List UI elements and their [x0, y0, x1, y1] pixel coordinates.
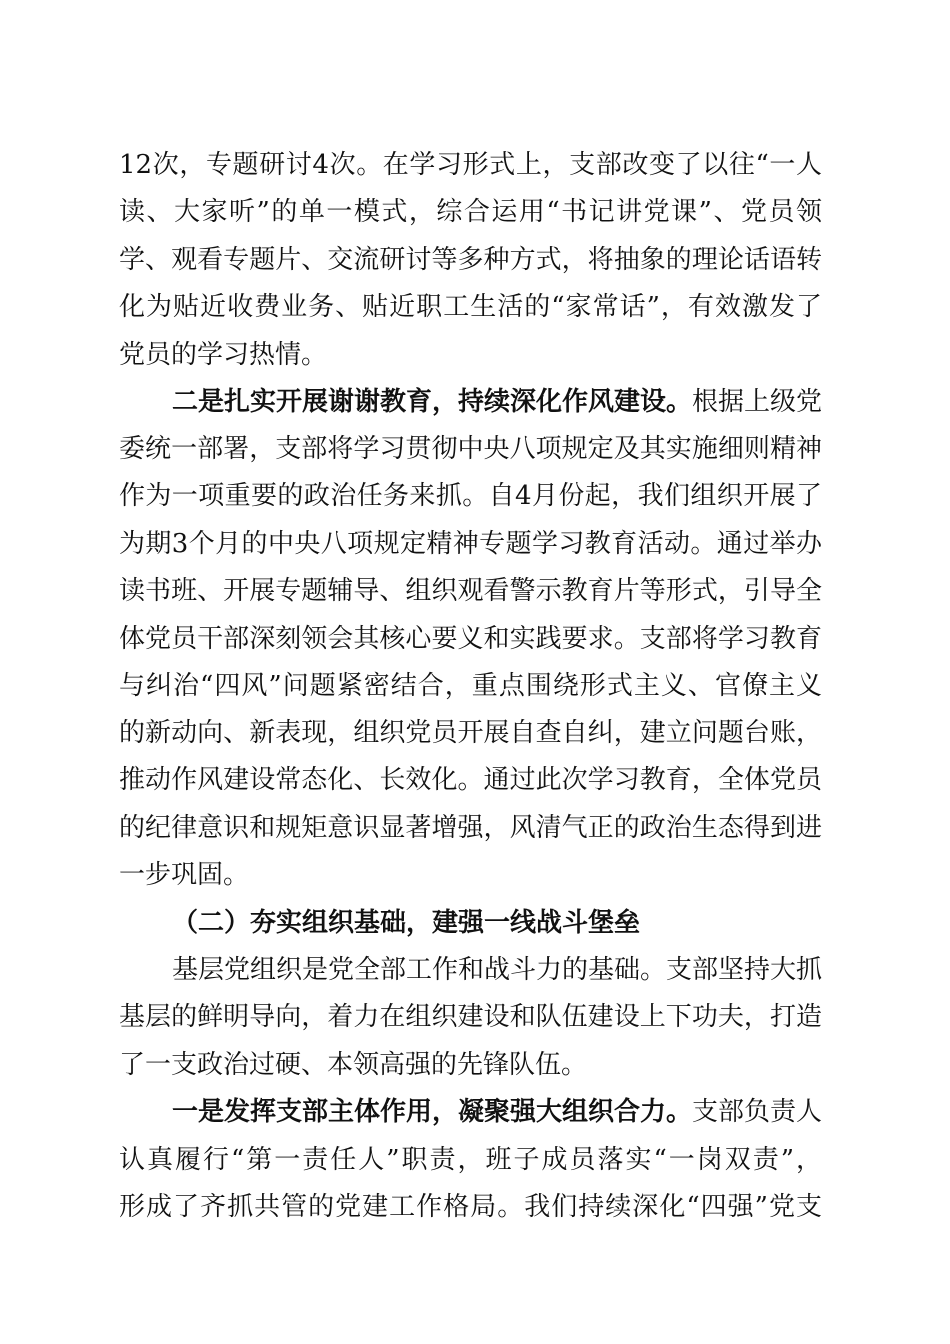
paragraph-lead-text: 支部负责人	[692, 1097, 823, 1127]
text-line: 体党员干部深刻领会其核心要义和实践要求。支部将学习教育	[119, 624, 822, 654]
text-line: 与纠治“四风”问题紧密结合，重点围绕形式主义、官僚主义	[119, 671, 822, 701]
text-line: 认真履行“第一责任人”职责，班子成员落实“一岗双责”，	[119, 1145, 822, 1175]
text-line: 读书班、开展专题辅导、组织观看警示教育片等形式，引导全	[119, 576, 822, 606]
text-line: 基层党组织是党全部工作和战斗力的基础。支部坚持大抓	[172, 955, 823, 985]
text-line: 党员的学习热情。	[119, 340, 328, 370]
text-line: 基层的鲜明导向，着力在组织建设和队伍建设上下功夫，打造	[119, 1002, 822, 1032]
paragraph-lead-text: 根据上级党	[692, 387, 823, 417]
paragraph-lead-heading: 一是发挥支部主体作用，凝聚强大组织合力。	[172, 1097, 693, 1127]
section-heading: （二）夯实组织基础，建强一线战斗堡垒	[172, 908, 641, 938]
text-line: 12次，专题研讨4次。在学习形式上，支部改变了以往“一人	[119, 150, 822, 180]
text-line: 为期3个月的中央八项规定精神专题学习教育活动。通过举办	[119, 529, 822, 559]
text-line: 了一支政治过硬、本领高强的先锋队伍。	[119, 1050, 588, 1080]
text-line: 推动作风建设常态化、长效化。通过此次学习教育，全体党员	[119, 765, 822, 795]
paragraph-first-line	[172, 1095, 822, 1129]
text-line: 的新动向、新表现，组织党员开展自查自纠，建立问题台账，	[119, 718, 822, 748]
paragraph-lead-heading: 二是扎实开展谢谢教育，持续深化作风建设。	[172, 387, 693, 417]
text-line: 学、观看专题片、交流研讨等多种方式，将抽象的理论话语转	[119, 245, 822, 275]
text-line: 作为一项重要的政治任务来抓。自4月份起，我们组织开展了	[119, 481, 822, 511]
text-line: 形成了齐抓共管的党建工作格局。我们持续深化“四强”党支	[119, 1192, 822, 1222]
text-line: 读、大家听”的单一模式，综合运用“书记讲党课”、党员领	[119, 197, 822, 227]
paragraph-first-line	[172, 385, 822, 419]
text-line: 一步巩固。	[119, 860, 250, 890]
text-line: 委统一部署，支部将学习贯彻中央八项规定及其实施细则精神	[119, 434, 822, 464]
text-line: 的纪律意识和规矩意识显著增强，风清气正的政治生态得到进	[119, 813, 822, 843]
text-line: 化为贴近收费业务、贴近职工生活的“家常话”，有效激发了	[119, 292, 822, 322]
